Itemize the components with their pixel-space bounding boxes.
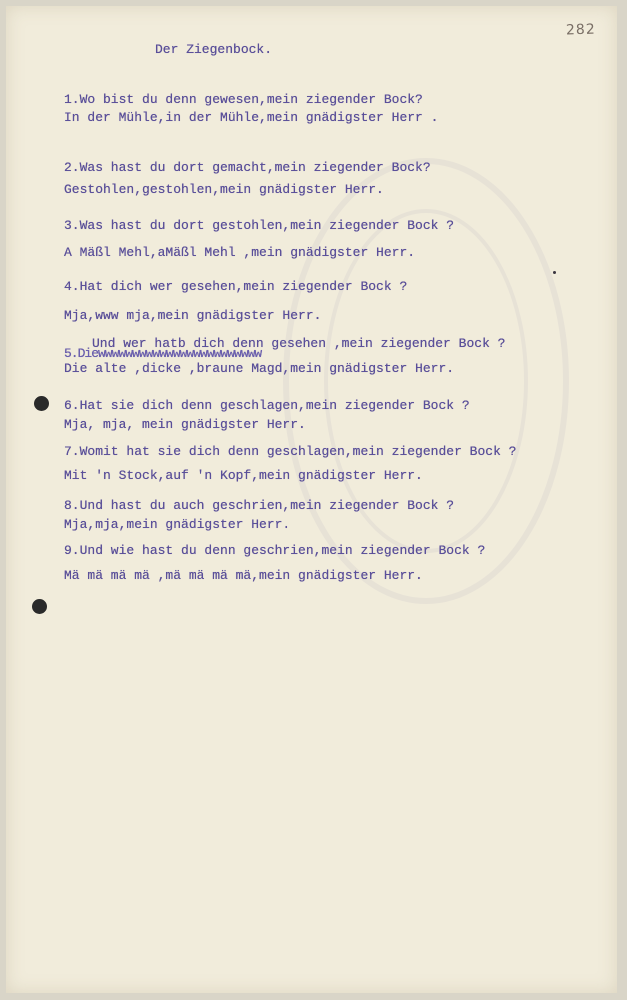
verse-7-question: 7.Womit hat sie dich denn geschlagen,mein ziegender Bock ? [64, 444, 517, 459]
punch-hole-upper [34, 396, 49, 411]
verse-4-answer: Mja,www mja,mein gnädigster Herr. [64, 308, 322, 323]
verse-2-answer: Gestohlen,gestohlen,mein gnädigster Herr. [64, 182, 384, 197]
verse-5-struck-line: 5.Diewwwwwwwwwwwwwwwwwwwwwwww [64, 346, 262, 361]
verse-3-question: 3.Was hast du dort gestohlen,mein ziegender Bock ? [64, 218, 455, 233]
verse-8-question: 8.Und hast du auch geschrien,mein ziegender Bock ? [64, 498, 455, 513]
verse-8-answer: Mja,mja,mein gnädigster Herr. [64, 517, 291, 532]
page-number: 282 [565, 21, 597, 39]
verse-4-question: 4.Hat dich wer gesehen,mein ziegender Bock ? [64, 279, 408, 294]
verse-5-answer: Die alte ,dicke ,braune Magd,mein gnädigster Herr. [64, 361, 455, 376]
verse-5-question-overtyped: Und wer hatb dich denn gesehen ,mein ziegender Bock ? [92, 336, 506, 351]
verse-6-answer: Mja, mja, mein gnädigster Herr. [64, 417, 306, 432]
document-title: Der Ziegenbock. [155, 42, 273, 57]
verse-7-answer: Mit 'n Stock,auf 'n Kopf,mein gnädigster Herr. [64, 468, 423, 483]
verse-3-answer: A Mäßl Mehl,aMäßl Mehl ,mein gnädigster Herr. [64, 245, 416, 260]
punch-hole-lower [32, 599, 47, 614]
verse-9-question: 9.Und wie hast du denn geschrien,mein ziegender Bock ? [64, 543, 486, 558]
verse-6-question: 6.Hat sie dich denn geschlagen,mein ziegender Bock ? [64, 398, 470, 413]
verse-9-answer: Mä mä mä mä ,mä mä mä mä,mein gnädigster Herr. [64, 568, 423, 583]
verse-1-answer: In der Mühle,in der Mühle,mein gnädigster Herr . [64, 110, 439, 125]
ink-speck [553, 271, 556, 274]
verse-1-question: 1.Wo bist du denn gewesen,mein ziegender Bock? [64, 92, 423, 107]
verse-2-question: 2.Was hast du dort gemacht,mein ziegender Bock? [64, 160, 431, 175]
